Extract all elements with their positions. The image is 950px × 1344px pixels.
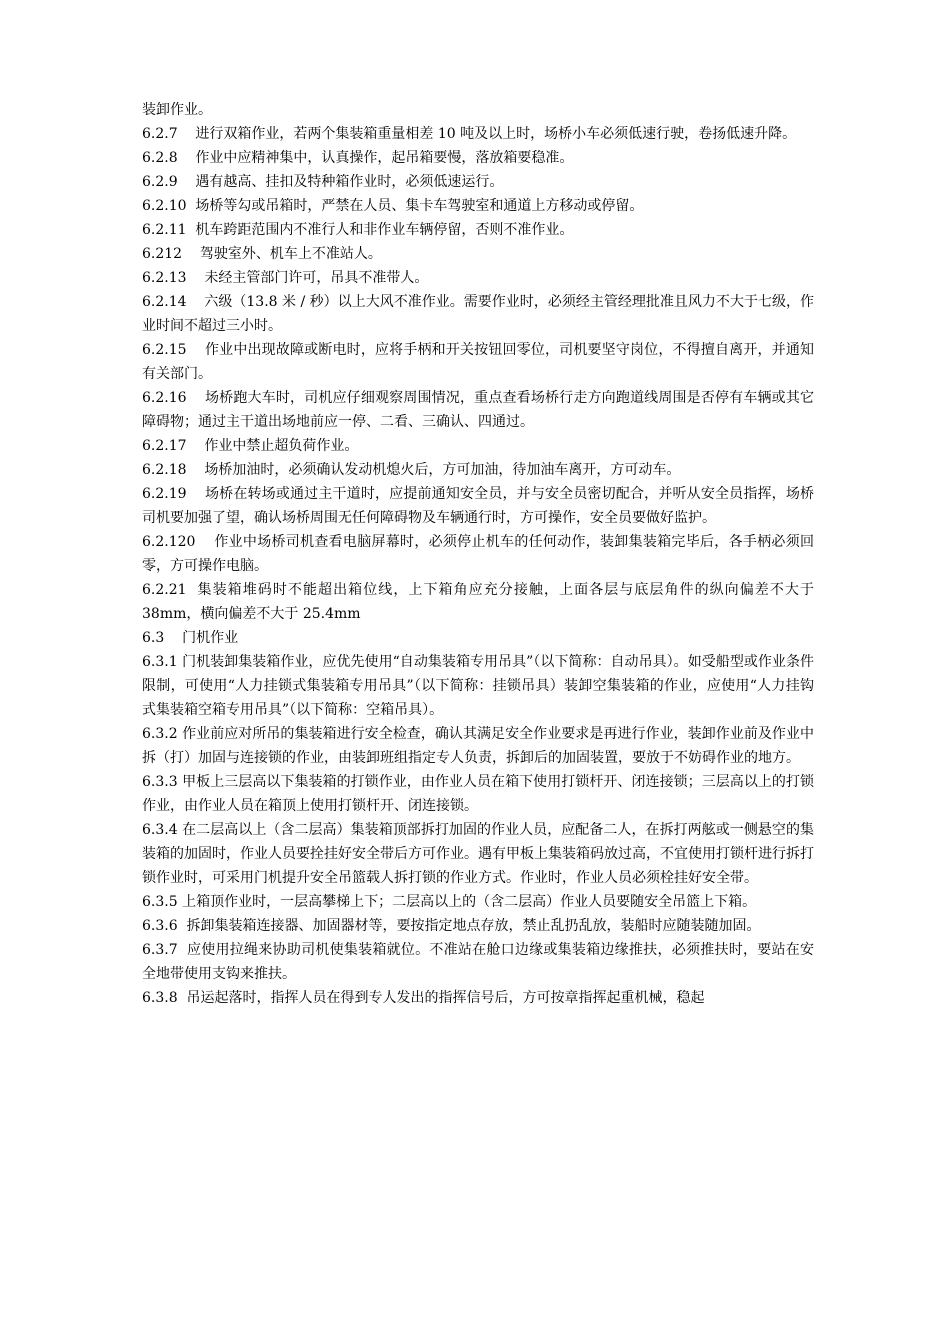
paragraph: 6.3.7 应使用拉绳来协助司机使集装箱就位。不准站在舱口边缘或集装箱边缘推扶，必须推扶时，要站在安全地带使用支钩来推扶。 bbox=[142, 942, 814, 982]
paragraph: 6.3.1 门机装卸集装箱作业，应优先使用“自动集装箱专用吊具”（以下简称：自动吊具）。如受船型或作业条件限制，可使用“人力挂锁式集装箱专用吊具”（以下简称：挂锁吊具）装卸空集装箱的作业，应使用“人力挂钩式集装箱空箱专用吊具”（以下简称：空箱吊具）。 bbox=[142, 654, 814, 718]
paragraph: 6.3.6 拆卸集装箱连接器、加固器材等，要按指定地点存放，禁止乱扔乱放，装船时应随装随加固。 bbox=[142, 918, 761, 934]
paragraph: 6.2.15 作业中出现故障或断电时，应将手柄和开关按钮回零位，司机要坚守岗位，不得擅自离开，并通知有关部门。 bbox=[142, 342, 814, 382]
paragraph: 6.2.7 进行双箱作业，若两个集装箱重量相差 10 吨及以上时，场桥小车必须低速行驶，卷扬低速升降。 bbox=[142, 126, 797, 142]
paragraph: 6.3.4 在二层高以上（含二层高）集装箱顶部拆打加固的作业人员，应配备二人，在拆打两舷或一侧悬空的集装箱的加固时，作业人员要拴挂好安全带后方可作业。遇有甲板上集装箱码放过高，不宜使用打锁杆进行拆打锁作业时，可采用门机提升安全吊篮载人拆打锁的作业方式。作业时，作业人员必须栓挂好安全带。 bbox=[142, 822, 814, 886]
section-heading: 6.3 门机作业 bbox=[142, 630, 239, 646]
paragraph: 6.2.120 作业中场桥司机查看电脑屏幕时，必须停止机车的任何动作，装卸集装箱完毕后，各手柄必须回零，方可操作电脑。 bbox=[142, 534, 814, 574]
paragraph: 6.2.17 作业中禁止超负荷作业。 bbox=[142, 438, 359, 454]
paragraph: 6.2.21 集装箱堆码时不能超出箱位线，上下箱角应充分接触，上面各层与底层角件的纵向偏差不大于 38mm，横向偏差不大于 25.4mm bbox=[142, 582, 819, 622]
paragraph: 6.3.5 上箱顶作业时，一层高攀梯上下；二层高以上的（含二层高）作业人员要随安全吊篮上下箱。 bbox=[142, 894, 757, 910]
paragraph: 6.2.16 场桥跑大车时，司机应仔细观察周围情况，重点查看场桥行走方向跑道线周围是否停有车辆或其它障碍物；通过主干道出场地前应一停、二看、三确认、四通过。 bbox=[142, 390, 814, 430]
paragraph: 6.3.8 吊运起落时，指挥人员在得到专人发出的指挥信号后，方可按章指挥起重机械，稳起 bbox=[142, 990, 705, 1006]
document-body bbox=[142, 98, 819, 1010]
paragraph: 6.2.10 场桥等勾或吊箱时，严禁在人员、集卡车驾驶室和通道上方移动或停留。 bbox=[142, 198, 644, 214]
paragraph: 6.2.11 机车跨距范围内不准行人和非作业车辆停留，否则不准作业。 bbox=[142, 222, 574, 238]
paragraph: 6.2.19 场桥在转场或通过主干道时，应提前通知安全员，并与安全员密切配合，并听从安全员指挥，场桥司机要加强了望，确认场桥周围无任何障碍物及车辆通行时，方可操作，安全员要做好监护。 bbox=[142, 486, 814, 526]
paragraph: 6.2.18 场桥加油时，必须确认发动机熄火后，方可加油，待加油车离开，方可动车。 bbox=[142, 462, 681, 478]
paragraph: 6.2.14 六级（13.8 米 / 秒）以上大风不准作业。需要作业时，必须经主管经理批准且风力不大于七级，作业时间不超过三小时。 bbox=[142, 294, 814, 334]
paragraph: 6.2.9 遇有越高、挂扣及特种箱作业时，必须低速运行。 bbox=[142, 174, 504, 190]
paragraph: 6.3.3 甲板上三层高以下集装箱的打锁作业，由作业人员在箱下使用打锁杆开、闭连接锁；三层高以上的打锁作业，由作业人员在箱顶上使用打锁杆开、闭连接锁。 bbox=[142, 774, 814, 814]
paragraph: 6.212 驾驶室外、机车上不准站人。 bbox=[142, 246, 382, 262]
paragraph: 6.2.13 未经主管部门许可，吊具不准带人。 bbox=[142, 270, 429, 286]
paragraph: 装卸作业。 bbox=[142, 102, 212, 118]
paragraph: 6.2.8 作业中应精神集中，认真操作，起吊箱要慢，落放箱要稳准。 bbox=[142, 150, 574, 166]
paragraph: 6.3.2 作业前应对所吊的集装箱进行安全检查，确认其满足安全作业要求是再进行作业，装卸作业前及作业中拆（打）加固与连接锁的作业，由装卸班组指定专人负责，拆卸后的加固装置，要放于不妨碍作业的地方。 bbox=[142, 726, 814, 766]
